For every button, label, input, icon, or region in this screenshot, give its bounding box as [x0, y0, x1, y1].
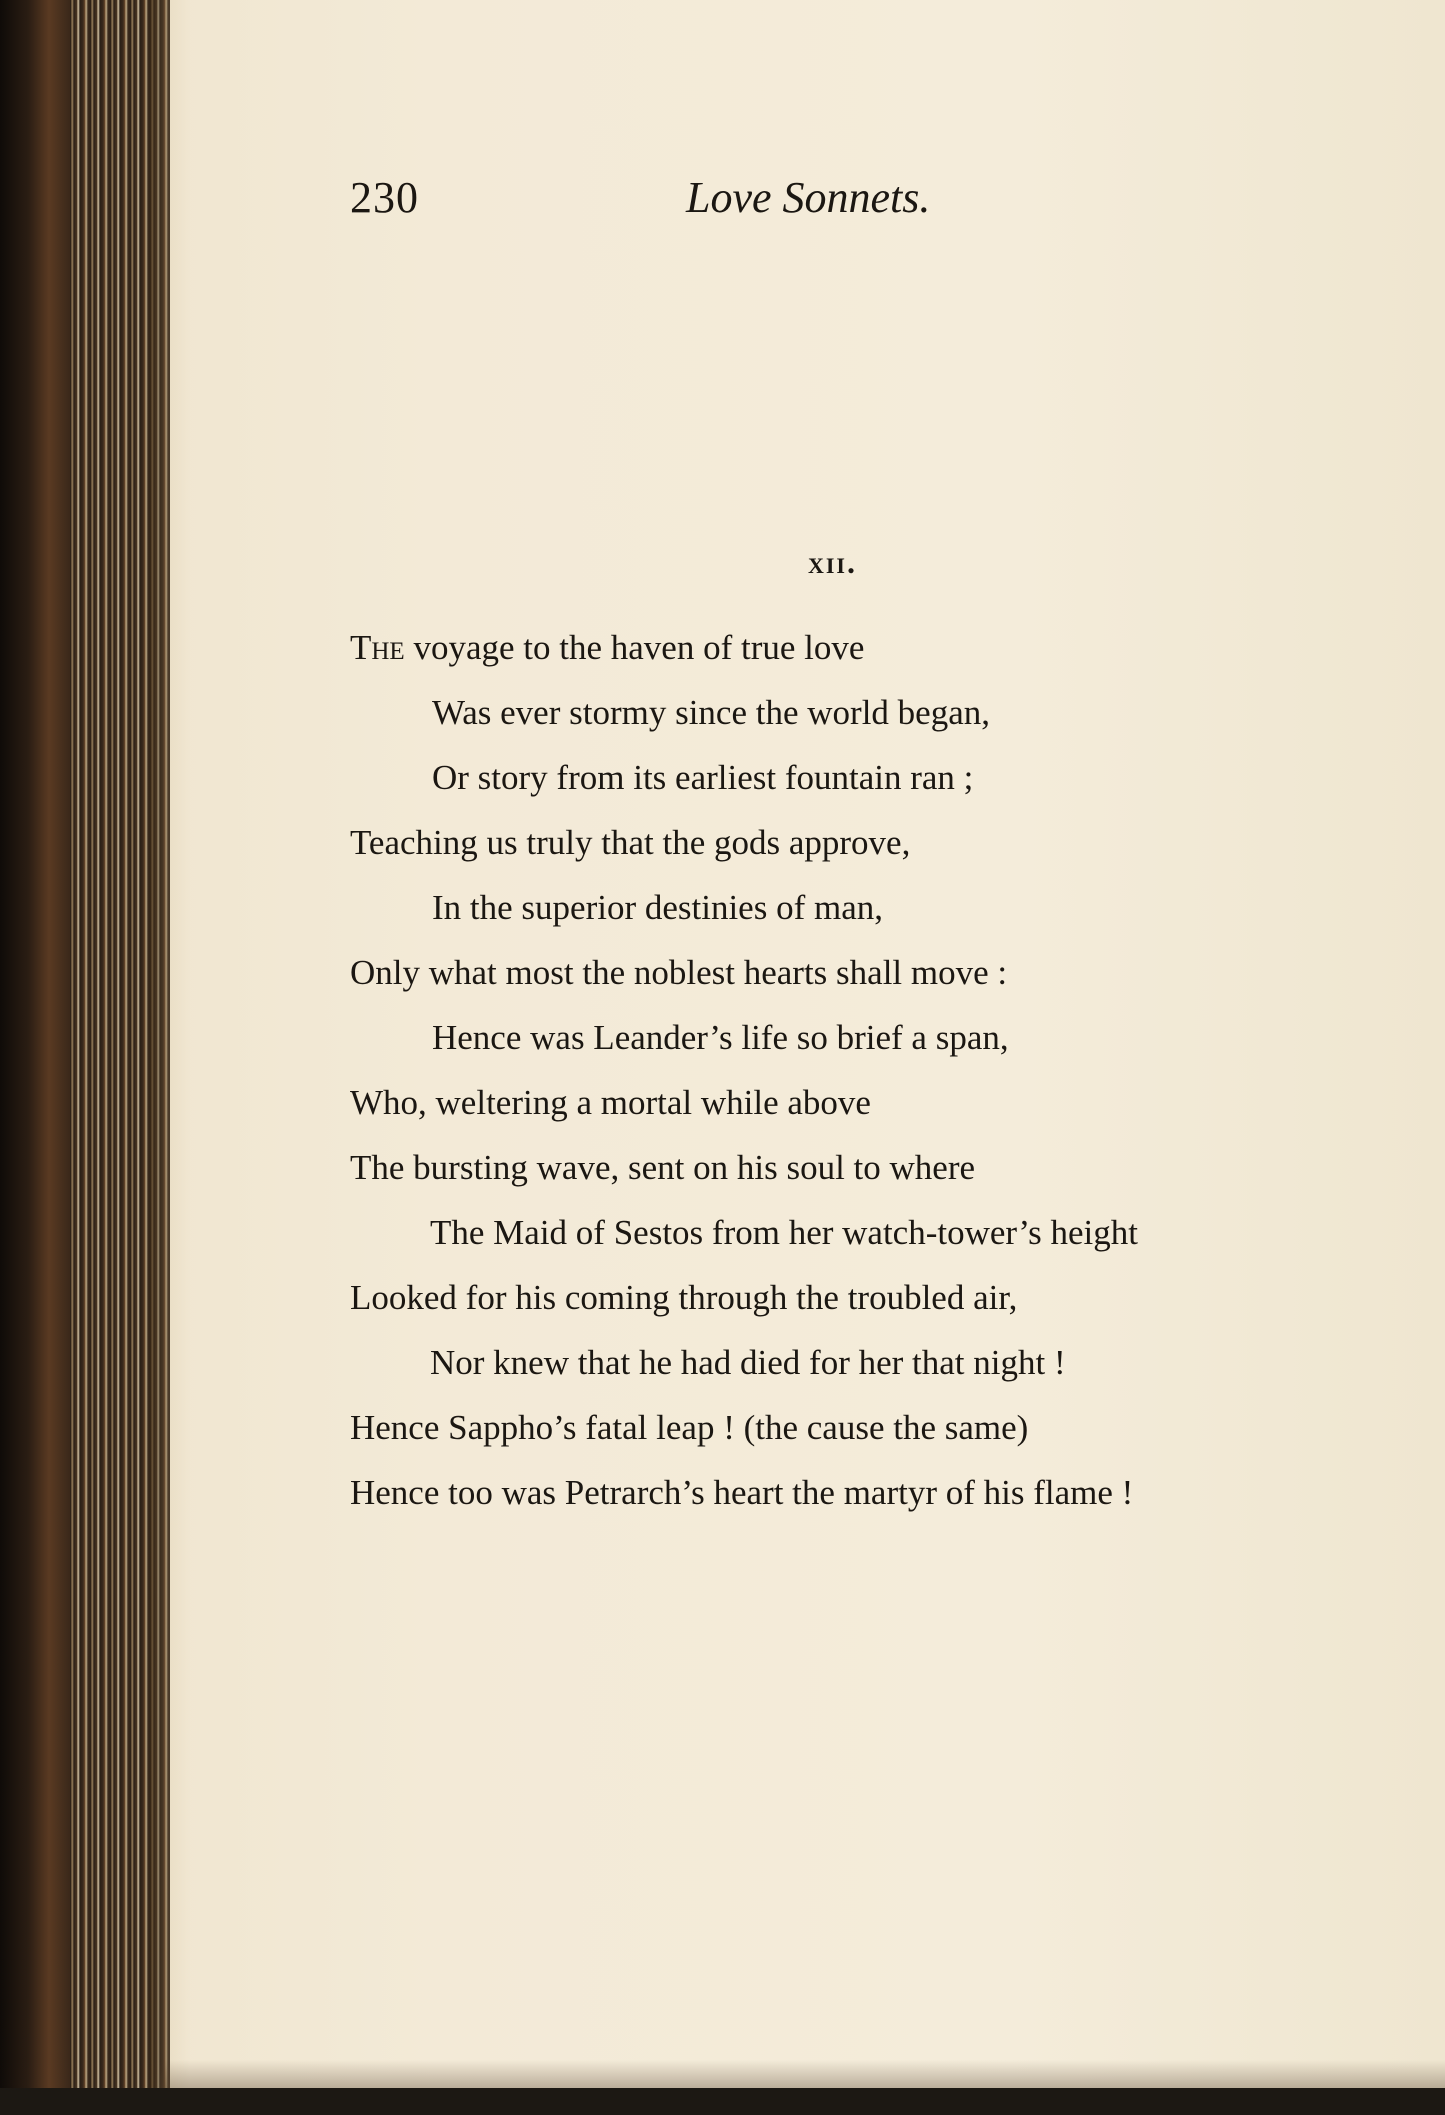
poem-line-4: Teaching us truly that the gods approve,	[350, 823, 911, 862]
poem-line-1	[350, 630, 864, 665]
page-number: 230	[350, 173, 419, 222]
poem-line-12: Nor knew that he had died for her that night !	[430, 1343, 1066, 1382]
running-title: Love Sonnets.	[686, 173, 931, 222]
poem-line-5: In the superior destinies of man,	[432, 888, 884, 927]
poem-line-8: Who, weltering a mortal while above	[350, 1083, 871, 1122]
poem-line-11: Looked for his coming through the troubled air,	[350, 1278, 1018, 1317]
poem-line-7: Hence was Leander’s life so brief a span,	[432, 1018, 1009, 1057]
scan-bottom-border	[0, 2088, 1445, 2115]
poem-line-9: The bursting wave, sent on his soul to where	[350, 1148, 976, 1187]
poem-line-6: Only what most the noblest hearts shall move :	[350, 953, 1008, 992]
poem-line-14: Hence too was Petrarch’s heart the martyr of his flame !	[350, 1473, 1134, 1512]
sonnet-number: xii.	[807, 544, 857, 580]
poem-line-1-text: voyage to the haven of true love	[404, 628, 865, 667]
poem-line-13: Hence Sappho’s fatal leap ! (the cause the same)	[350, 1408, 1029, 1447]
poem-line-3: Or story from its earliest fountain ran ;	[432, 758, 974, 797]
poem-line-2: Was ever stormy since the world began,	[432, 693, 990, 732]
poem-first-word: The	[350, 628, 405, 667]
poem-line-10: The Maid of Sestos from her watch-tower’s height	[430, 1213, 1138, 1252]
